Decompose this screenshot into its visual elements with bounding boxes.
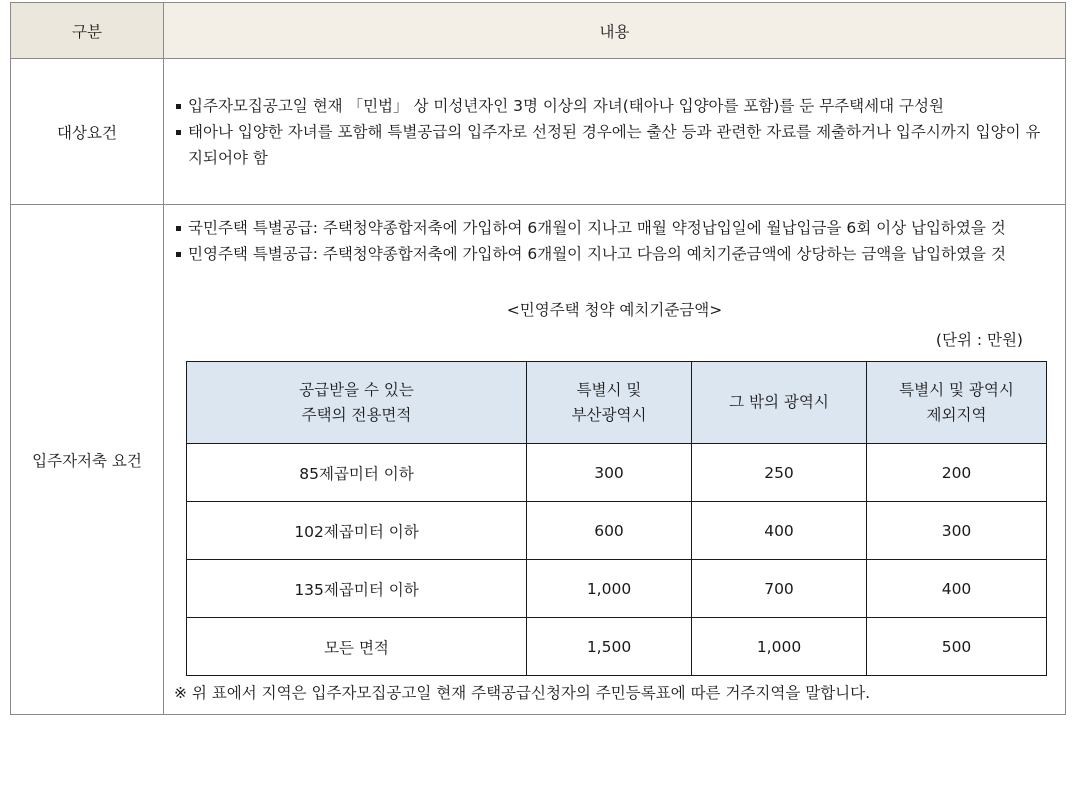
table-cell: 모든 면적	[187, 618, 527, 676]
table-row	[187, 560, 1047, 618]
table-cell: 400	[692, 502, 867, 560]
table-row	[187, 502, 1047, 560]
header-seoul-busan	[527, 362, 692, 444]
table-row	[187, 618, 1047, 676]
header-line: 특별시 및	[576, 380, 642, 399]
table-cell: 300	[867, 502, 1047, 560]
deposit-table	[186, 361, 1047, 676]
unit-label: (단위 : 만원)	[935, 331, 1023, 349]
savings-row	[11, 205, 1066, 715]
table-cell: 85제곱미터 이하	[187, 444, 527, 502]
eligibility-row	[11, 59, 1066, 205]
footnote: ※ 위 표에서 지역은 입주자모집공고일 현재 주택공급신청자의 주민등록표에 따른 거주지역을 말합니다.	[174, 684, 871, 702]
savings-label: 입주자저축 요건	[11, 205, 164, 715]
header-line: 그 밖의 광역시	[729, 393, 829, 411]
header-row	[11, 3, 1066, 59]
table-cell: 250	[692, 444, 867, 502]
header-line: 제외지역	[926, 405, 987, 424]
table-cell: 600	[527, 502, 692, 560]
bullet-item: 입주자모집공고일 현재 「민법」 상 미성년자인 3명 이상의 자녀(태아나 입양아를 포함)를 둔 무주택세대 구성원	[174, 93, 1055, 119]
header-line: 주택의 전용면적	[301, 405, 412, 424]
table-cell: 102제곱미터 이하	[187, 502, 527, 560]
header-content: 내용	[164, 3, 1066, 59]
table-cell: 135제곱미터 이하	[187, 560, 527, 618]
savings-content	[164, 205, 1066, 715]
table-cell: 1,500	[527, 618, 692, 676]
table-cell: 200	[867, 444, 1047, 502]
header-category: 구분	[11, 3, 164, 59]
bullet-item: 태아나 입양한 자녀를 포함해 특별공급의 입주자로 선정된 경우에는 출산 등과 관련한 자료를 제출하거나 입주시까지 입양이 유지되어야 함	[174, 119, 1055, 171]
bullet-item: 국민주택 특별공급: 주택청약종합저축에 가입하여 6개월이 지나고 매월 약정납입일에 월납입금을 6회 이상 납입하였을 것	[174, 215, 1055, 241]
eligibility-label: 대상요건	[11, 59, 164, 205]
main-table	[10, 2, 1066, 715]
header-other-metro	[692, 362, 867, 444]
table-cell: 700	[692, 560, 867, 618]
table-row	[187, 444, 1047, 502]
savings-bullets	[174, 215, 1055, 267]
header-line: 특별시 및 광역시	[899, 380, 1014, 399]
eligibility-content	[164, 59, 1066, 205]
header-line: 부산광역시	[571, 405, 647, 424]
eligibility-bullets	[174, 93, 1055, 171]
header-area	[187, 362, 527, 444]
header-line: 공급받을 수 있는	[299, 380, 414, 399]
bullet-item: 민영주택 특별공급: 주택청약종합저축에 가입하여 6개월이 지나고 다음의 예치기준금액에 상당하는 금액을 납입하였을 것	[174, 241, 1055, 267]
deposit-table-title: <민영주택 청약 예치기준금액>	[506, 301, 723, 319]
table-cell: 300	[527, 444, 692, 502]
header-other-regions	[867, 362, 1047, 444]
table-cell: 500	[867, 618, 1047, 676]
table-cell: 1,000	[527, 560, 692, 618]
deposit-header-row	[187, 362, 1047, 444]
table-cell: 1,000	[692, 618, 867, 676]
table-cell: 400	[867, 560, 1047, 618]
